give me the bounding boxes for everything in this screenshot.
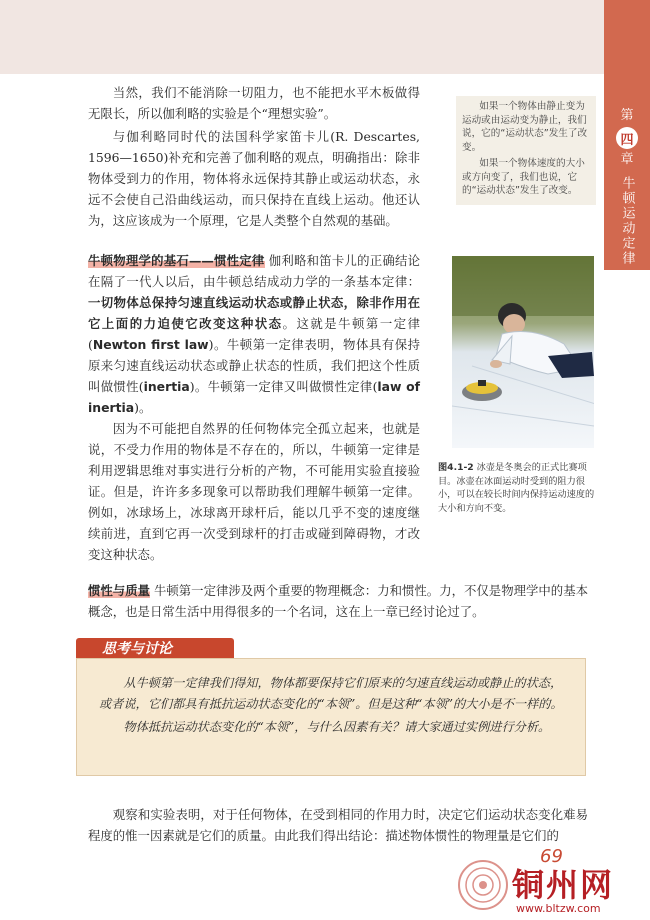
body-paragraph-6: 观察和实验表明，对于任何物体，在受到相同的作用力时，决定它们运动状态变化难易程度的惟一因素就是它们的质量。由此我们得出结论：描述物体惯性的物理量是它们的 xyxy=(88,807,588,843)
page-header-band xyxy=(0,0,650,74)
chapter-tab xyxy=(604,0,650,270)
text-run: )。牛顿第一定律表明，物体具有保持原来匀速直线运动状态或静止状态的性质，我们把这个性质叫做惯性( xyxy=(88,337,420,394)
text-run: )。 xyxy=(134,400,152,415)
newton-first-law-statement: 一切物体总保持匀速直线运动状态或静止状态，除非作用在它上面的力迫使它改变这种状态 xyxy=(88,295,420,331)
body-paragraph-3 xyxy=(88,250,420,418)
site-watermark xyxy=(456,852,650,920)
discussion-title: 思考与讨论 xyxy=(76,638,234,660)
text-run: )。牛顿第一定律又叫做惯性定律( xyxy=(189,379,378,394)
watermark-logo-icon xyxy=(456,858,510,912)
term-law-of-inertia: law of inertia xyxy=(88,379,420,415)
discussion-paragraph-2: 物体抵抗运动状态变化的“本领”，与什么因素有关？请大家通过实例进行分析。 xyxy=(123,720,551,734)
page-number: 69 xyxy=(540,846,563,867)
discussion-box xyxy=(76,658,586,776)
body-paragraph-1: 当然，我们不能消除一切阻力，也不能把水平木板做得无限长，所以伽利略的实验是个“理想实验”。 xyxy=(88,85,420,121)
discussion-paragraph-1: 从牛顿第一定律我们得知，物体都要保持它们原来的匀速直线运动或静止的状态，或者说，它们都具有抵抗运动状态变化的“本领”。但是这种“本领”的大小是不一样的。 xyxy=(99,676,563,711)
body-paragraph-5 xyxy=(88,580,588,622)
text-run: 。这就是牛顿第一定律( xyxy=(88,316,421,352)
margin-note-1: 如果一个物体由静止变为运动或由运动变为静止，我们说，它的“运动状态”发生了改变。 xyxy=(462,101,588,153)
watermark-name: 铜州网 xyxy=(512,866,615,904)
text-run: 牛顿第一定律涉及两个重要的物理概念：力和惯性。力，不仅是物理学中的基本概念，也是日常生活中用得很多的一个名词，这在上一章已经讨论过了。 xyxy=(88,583,588,619)
section-heading-inertia-law: 牛顿物理学的基石——惯性定律 xyxy=(88,253,265,268)
body-paragraph-4: 因为不可能把自然界的任何物体完全孤立起来，也就是说，不受力作用的物体是不存在的，所以，牛顿第一定律是利用逻辑思维对事实进行分析的产物，不可能用实验直接验证。但是，许许多多现象可以帮助我们理解牛顿第一定律。例如，冰球场上，冰球离开球杆后，能以几乎不变的速度继续前进，直到它再一次受到球杆的打击或碰到障碍物，才改变这种状态。 xyxy=(88,421,420,562)
section-heading-inertia-mass: 惯性与质量 xyxy=(88,583,151,598)
chapter-number-badge: 四 xyxy=(616,127,638,149)
chapter-title: 牛顿运动定律 xyxy=(619,176,635,266)
figure-caption-text: 冰壶是冬奥会的正式比赛项目。冰壶在冰面运动时受到的阻力很小，可以在较长时间内保持运动速度的大小和方向不变。 xyxy=(438,462,595,514)
text-run: 伽利略和笛卡儿的正确结论在隔了一代人以后，由牛顿总结成动力学的一条基本定律： xyxy=(88,253,421,289)
margin-note-2: 如果一个物体速度的大小或方向变了，我们也说，它的“运动状态”发生了改变。 xyxy=(462,158,585,196)
figure-label: 图4.1-2 xyxy=(438,462,474,473)
curling-photo xyxy=(452,256,594,448)
watermark-url: www.bltzw.com xyxy=(516,902,601,915)
term-inertia: inertia xyxy=(143,379,190,394)
chapter-prefix: 第 xyxy=(620,108,634,123)
chapter-suffix: 章 xyxy=(620,152,634,167)
term-newton-first-law: Newton first law xyxy=(92,337,209,352)
margin-note xyxy=(456,96,596,205)
figure-caption xyxy=(438,461,598,515)
body-paragraph-2: 与伽利略同时代的法国科学家笛卡儿(R. Descartes, 1596—1650)补充和完善了伽利略的观点，明确指出：除非物体受到力的作用，物体将永远保持其静止或运动状态，永远不会使自己沿曲线运动，而只保持在直线上运动。他还认为，这应该成为一个原理，它是人类整个自然观的基础。 xyxy=(88,129,420,228)
